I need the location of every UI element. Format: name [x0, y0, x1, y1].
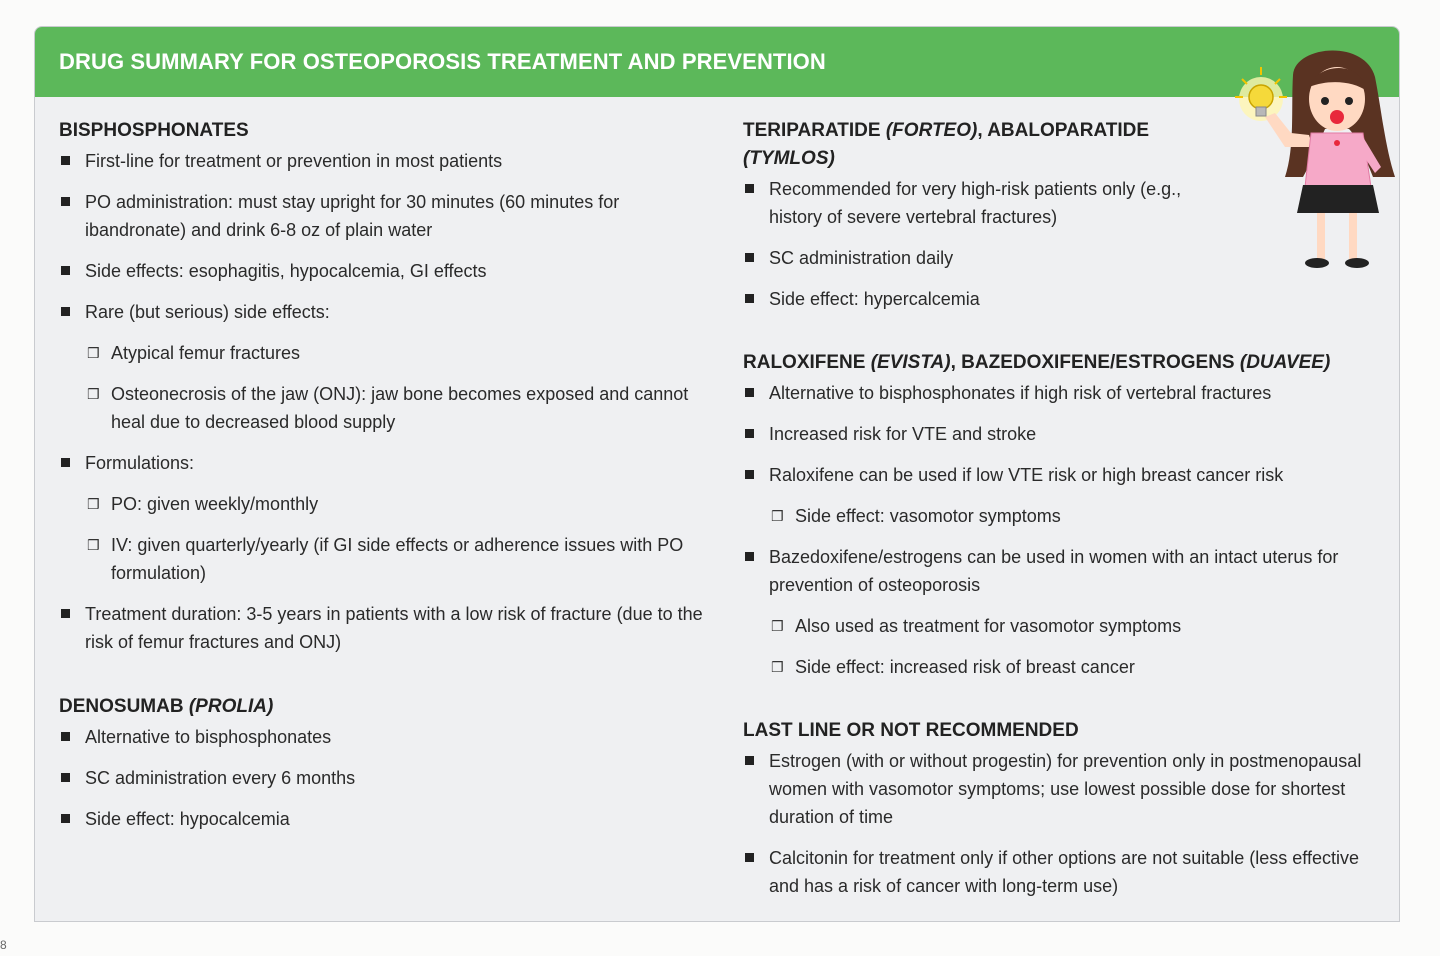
list-item: Formulations: ❒ PO: given weekly/monthly ❒ IV: given quarterly/yearly (if GI side effects or adherence issues with PO formulation) — [59, 449, 719, 587]
card-title: DRUG SUMMARY FOR OSTEOPOROSIS TREATMENT AND PREVENTION — [59, 49, 826, 74]
sub-list — [769, 612, 1393, 681]
section-heading: DENOSUMAB (PROLIA) — [59, 696, 274, 717]
sub-list-item: ❒ Osteonecrosis of the jaw (ONJ): jaw bone becomes exposed and cannot heal due to decreased blood supply — [85, 380, 719, 436]
girl-with-lightbulb-illustration — [1225, 37, 1400, 287]
page-mark: 8 — [0, 938, 7, 952]
sub-list — [769, 502, 1393, 530]
bullet-list — [743, 747, 1393, 900]
list-item: Side effect: hypercalcemia — [743, 285, 1193, 313]
drug-summary-card — [34, 26, 1400, 922]
list-item: Bazedoxifene/estrogens can be used in women with an intact uterus for prevention of osteoporosis ❒ Also used as treatment for vasomotor symptoms ❒ Side effect: increased risk of breast cancer — [743, 543, 1393, 681]
section-heading: RALOXIFENE (EVISTA), BAZEDOXIFENE/ESTROGENS (DUAVEE) — [743, 352, 1331, 373]
list-item: Side effects: esophagitis, hypocalcemia, GI effects — [59, 257, 719, 285]
sub-list-item: ❒ Side effect: increased risk of breast cancer — [769, 653, 1393, 681]
list-item: Side effect: hypocalcemia — [59, 805, 719, 833]
bullet-list — [743, 379, 1393, 681]
section-heading: TERIPARATIDE (FORTEO), ABALOPARATIDE (TYMLOS) — [743, 120, 1150, 169]
sub-list-item: ❒ Also used as treatment for vasomotor symptoms — [769, 612, 1393, 640]
section-raloxifene — [743, 349, 1393, 694]
list-item: Recommended for very high-risk patients only (e.g., history of severe vertebral fractures) — [743, 175, 1193, 231]
list-item: Increased risk for VTE and stroke — [743, 420, 1393, 448]
list-item: Treatment duration: 3-5 years in patients with a low risk of fracture (due to the risk of femur fractures and ONJ) — [59, 600, 719, 656]
list-item: SC administration daily — [743, 244, 1193, 272]
section-heading: BISPHOSPHONATES — [59, 120, 249, 141]
sub-list-item: ❒ Atypical femur fractures — [85, 339, 719, 367]
sub-list-item: ❒ IV: given quarterly/yearly (if GI side effects or adherence issues with PO formulation) — [85, 531, 719, 587]
list-item: SC administration every 6 months — [59, 764, 719, 792]
list-item: Alternative to bisphosphonates if high risk of vertebral fractures — [743, 379, 1393, 407]
sub-list-item: ❒ PO: given weekly/monthly — [85, 490, 719, 518]
sub-list — [85, 339, 719, 436]
section-heading: LAST LINE OR NOT RECOMMENDED — [743, 720, 1079, 741]
list-item: Rare (but serious) side effects: ❒ Atypical femur fractures ❒ Osteonecrosis of the jaw (ONJ): jaw bone becomes exposed and cannot heal due to decreased blood supply — [59, 298, 719, 436]
section-bisphosphonates — [59, 117, 719, 669]
list-item: Raloxifene can be used if low VTE risk or high breast cancer risk ❒ Side effect: vasomotor symptoms — [743, 461, 1393, 530]
section-teriparatide — [743, 117, 1193, 326]
list-item: First-line for treatment or prevention in most patients — [59, 147, 719, 175]
bullet-list — [59, 147, 719, 656]
list-item: PO administration: must stay upright for 30 minutes (60 minutes for ibandronate) and drink 6-8 oz of plain water — [59, 188, 719, 244]
section-last-line — [743, 717, 1393, 913]
sub-list-item: ❒ Side effect: vasomotor symptoms — [769, 502, 1393, 530]
bullet-list — [743, 175, 1193, 313]
lightbulb-icon — [1235, 67, 1287, 121]
sub-list — [85, 490, 719, 587]
bullet-list — [59, 723, 719, 833]
title-banner — [35, 27, 1399, 97]
list-item: Calcitonin for treatment only if other options are not suitable (less effective and has a risk of cancer with long-term use) — [743, 844, 1393, 900]
list-item: Estrogen (with or without progestin) for prevention only in postmenopausal women with vasomotor symptoms; use lowest possible dose for shortest duration of time — [743, 747, 1393, 831]
list-item: Alternative to bisphosphonates — [59, 723, 719, 751]
section-denosumab — [59, 693, 719, 846]
